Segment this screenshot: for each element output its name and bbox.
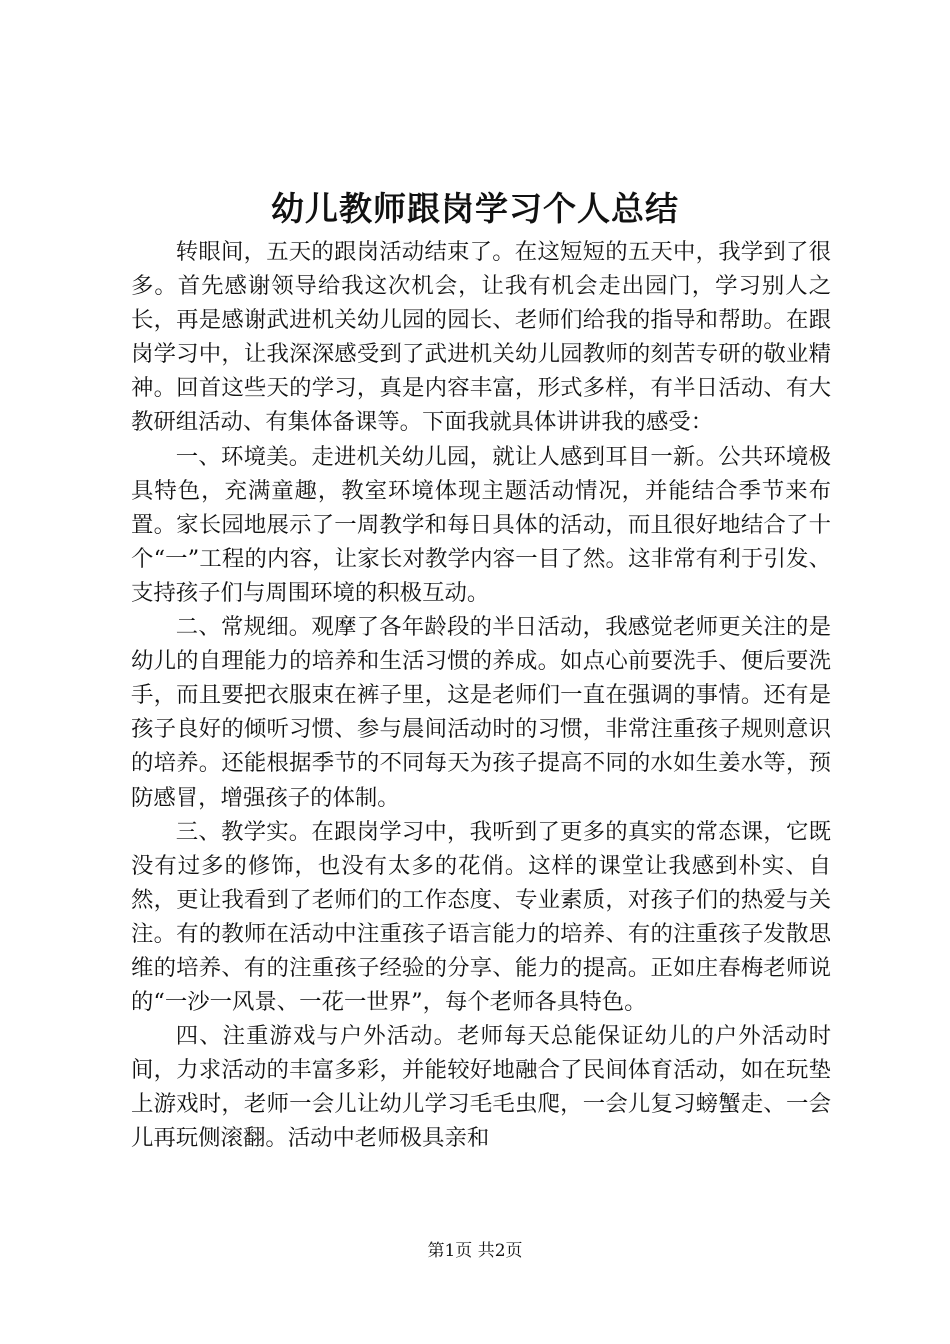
document-title: 幼儿教师跟岗学习个人总结: [271, 189, 679, 228]
paragraph-intro: 转眼间，五天的跟岗活动结束了。在这短短的五天中，我学到了很多。首先感谢领导给我这次机会，让我有机会走出园门，学习别人之长，再是感谢武进机关幼儿园的园长、老师们给我的指导和帮助。在跟岗学习中，让我深深感受到了武进机关幼儿园教师的刻苦专研的敬业精神。回首这些天的学习，真是内容丰富，形式多样，有半日活动、有大教研组活动、有集体备课等。下面我就具体讲讲我的感受：: [131, 239, 831, 436]
paragraph-teaching: 三、教学实。在跟岗学习中，我听到了更多的真实的常态课，它既没有过多的修饰，也没有太多的花俏。这样的课堂让我感到朴实、自然，更让我看到了老师们的工作态度、专业素质，对孩子们的热爱与关注。有的教师在活动中注重孩子语言能力的培养、有的注重孩子发散思维的培养、有的注重孩子经验的分享、能力的提高。正如庄春梅老师说的“一沙一风景、一花一世界”，每个老师各具特色。: [131, 818, 831, 1016]
paragraph-routine: 二、常规细。观摩了各年龄段的半日活动，我感觉老师更关注的是幼儿的自理能力的培养和生活习惯的养成。如点心前要洗手、便后要洗手，而且要把衣服束在裤子里，这是老师们一直在强调的事情。还有是孩子良好的倾听习惯、参与晨间活动时的习惯，非常注重孩子规则意识的培养。还能根据季节的不同每天为孩子提高不同的水如生姜水等，预防感冒，增强孩子的体制。: [131, 614, 831, 811]
document-body: [131, 235, 831, 1156]
paragraph-games-outdoor: 四、注重游戏与户外活动。老师每天总能保证幼儿的户外活动时间，力求活动的丰富多彩，并能较好地融合了民间体育活动，如在玩垫上游戏时，老师一会儿让幼儿学习毛毛虫爬，一会儿复习螃蟹走、一会儿再玩侧滚翻。活动中老师极具亲和: [131, 1023, 831, 1152]
page-footer: 第1页 共2页: [427, 1241, 523, 1261]
paragraph-environment: 一、环境美。走进机关幼儿园，就让人感到耳目一新。公共环境极具特色，充满童趣，教室环境体现主题活动情况，并能结合季节来布置。家长园地展示了一周教学和每日具体的活动，而且很好地结合了十个“一”工程的内容，让家长对教学内容一目了然。这非常有利于引发、支持孩子们与周围环境的积极互动。: [131, 443, 831, 606]
